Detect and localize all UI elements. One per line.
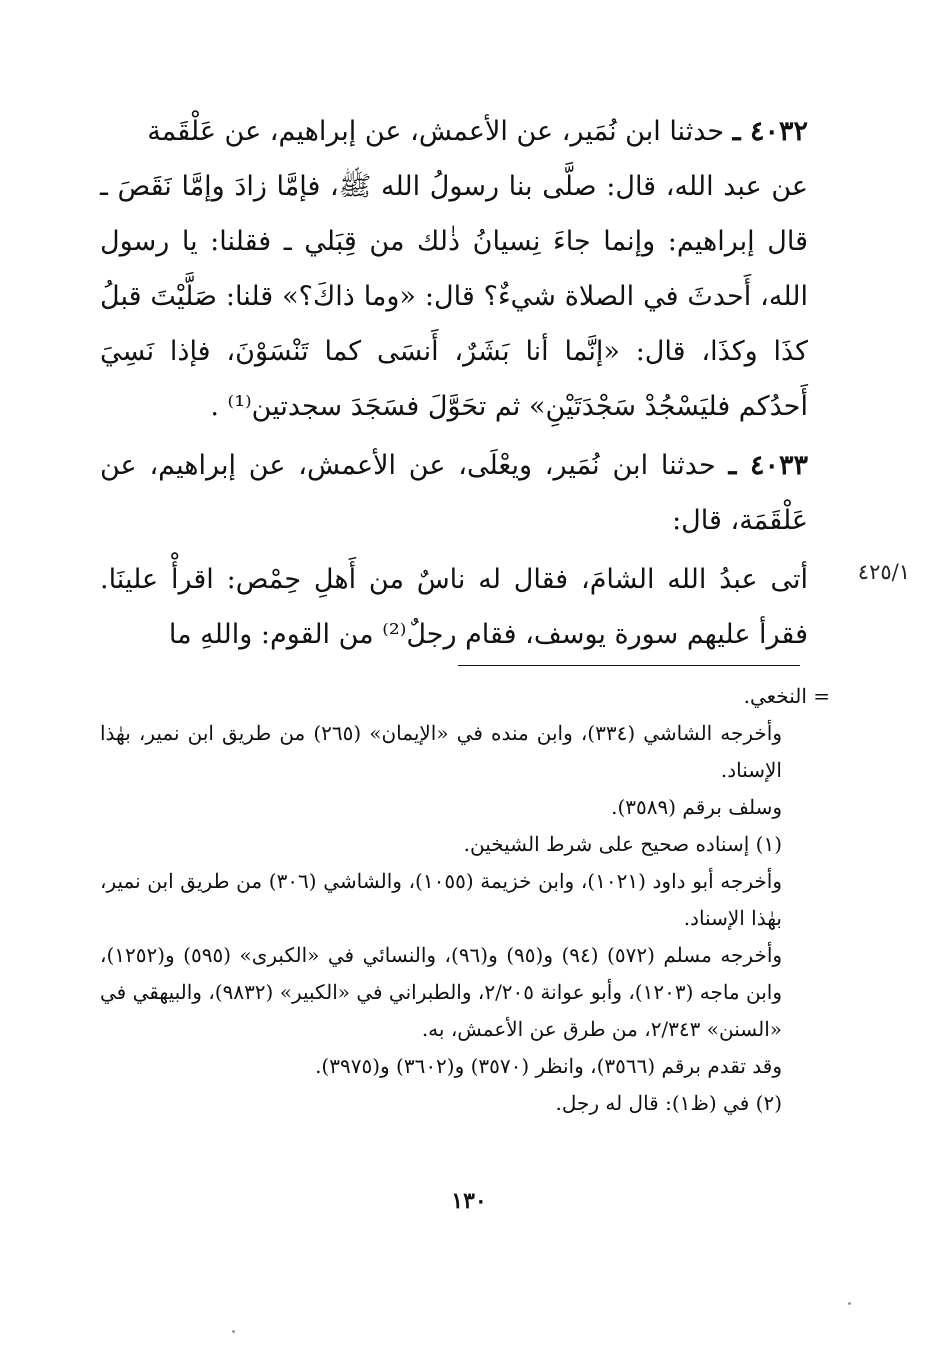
footnote-line: وقد تقدم برقم (٣٥٦٦)، وانظر (٣٥٧٠) و(٣٦٠٢) و(٣٩٧٥).: [315, 1054, 782, 1078]
scan-speck: [232, 1330, 235, 1333]
main-text: [100, 104, 808, 662]
hadith-number: ٤٠٣٣ ـ: [728, 450, 809, 481]
footnote-line: (٢) في (ظ١): قال له رجل.: [555, 1091, 782, 1115]
hadith-4032-body: [100, 159, 808, 434]
paragraph-text: حدثنا ابن نُمَير، عن الأعمش، عن إبراهيم، عن عَلْقَمة: [147, 116, 733, 147]
paragraph-text: أتى عبدُ الله الشامَ، فقال له ناسٌ من أَهلِ حِمْص: اقرأْ علينَا. فقرأ عليهم سورة يوسف، فقام رجلٌ⁽²⁾ من القوم: واللهِ ما: [100, 564, 808, 650]
paragraph-text: حدثنا ابن نُمَير، ويعْلَى، عن الأعمش، عن إبراهيم، عن عَلْقَمَة، قال:: [100, 450, 808, 536]
scan-speck: [848, 1302, 851, 1305]
footnotes: [99, 678, 830, 1122]
footnote-line: وأخرجه مسلم (٥٧٢) (٩٤) و(٩٥) و(٩٦)، والنسائي في «الكبرى» (٥٩٥) و(١٢٥٢)، وابن ماجه (١٢٠٣)، وأبو عوانة ٢/٢٠٥، والطبراني في «الكبير» (٩٨٣٢)، والبيهقي في «السنن» ٢/٣٤٣، من طرق عن الأعمش، به.: [99, 943, 783, 1041]
footnote-line: = النخعي.: [743, 684, 830, 708]
footnote-line: (١) إسناده صحيح على شرط الشيخين.: [463, 832, 782, 856]
footnote-line: وأخرجه أبو داود (١٠٢١)، وابن خزيمة (١٠٥٥)، والشاشي (٣٠٦) من طريق ابن نمير، بهٰذا الإسناد.: [100, 869, 783, 930]
footnote-separator: [458, 665, 800, 666]
footnote-line: وأخرجه الشاشي (٣٣٤)، وابن منده في «الإيمان» (٢٦٥) من طريق ابن نمير، بهٰذا الإسناد.: [100, 721, 783, 782]
paragraph-text: عن عبد الله، قال: صلَّى بنا رسولُ الله ﷺ، فإمَّا زادَ وإمَّا نَقَصَ ـ قال إبراهيم: وإنما جاءَ نِسيانُ ذٰلك من قِبَلي ـ فقلنا: يا رسول الله، أَحدثَ في الصلاة شيءٌ؟ قال: «وما ذاكَ؟» قلنا: صَلَّيْتَ قبلُ كذَا وكذَا، قال: «إنَّما أنا بَشَرٌ، أَنسَى كما تَنْسَوْنَ، فإذا نَسِيَ أَحدُكم فليَسْجُدْ سَجْدَتَيْنِ» ثم تحَوَّلَ فسَجَدَ سجدتين⁽¹⁾ .: [100, 171, 808, 422]
hadith-4032-heading: [100, 104, 808, 159]
page-number: ١٣٠: [451, 1188, 487, 1214]
margin-reference: ٤٢٥/١: [857, 560, 910, 584]
hadith-number: ٤٠٣٢ ـ: [732, 116, 808, 147]
hadith-4033-heading: [100, 438, 808, 548]
hadith-4033-body: [100, 552, 808, 662]
footnote-line: وسلف برقم (٣٥٨٩).: [611, 795, 782, 819]
